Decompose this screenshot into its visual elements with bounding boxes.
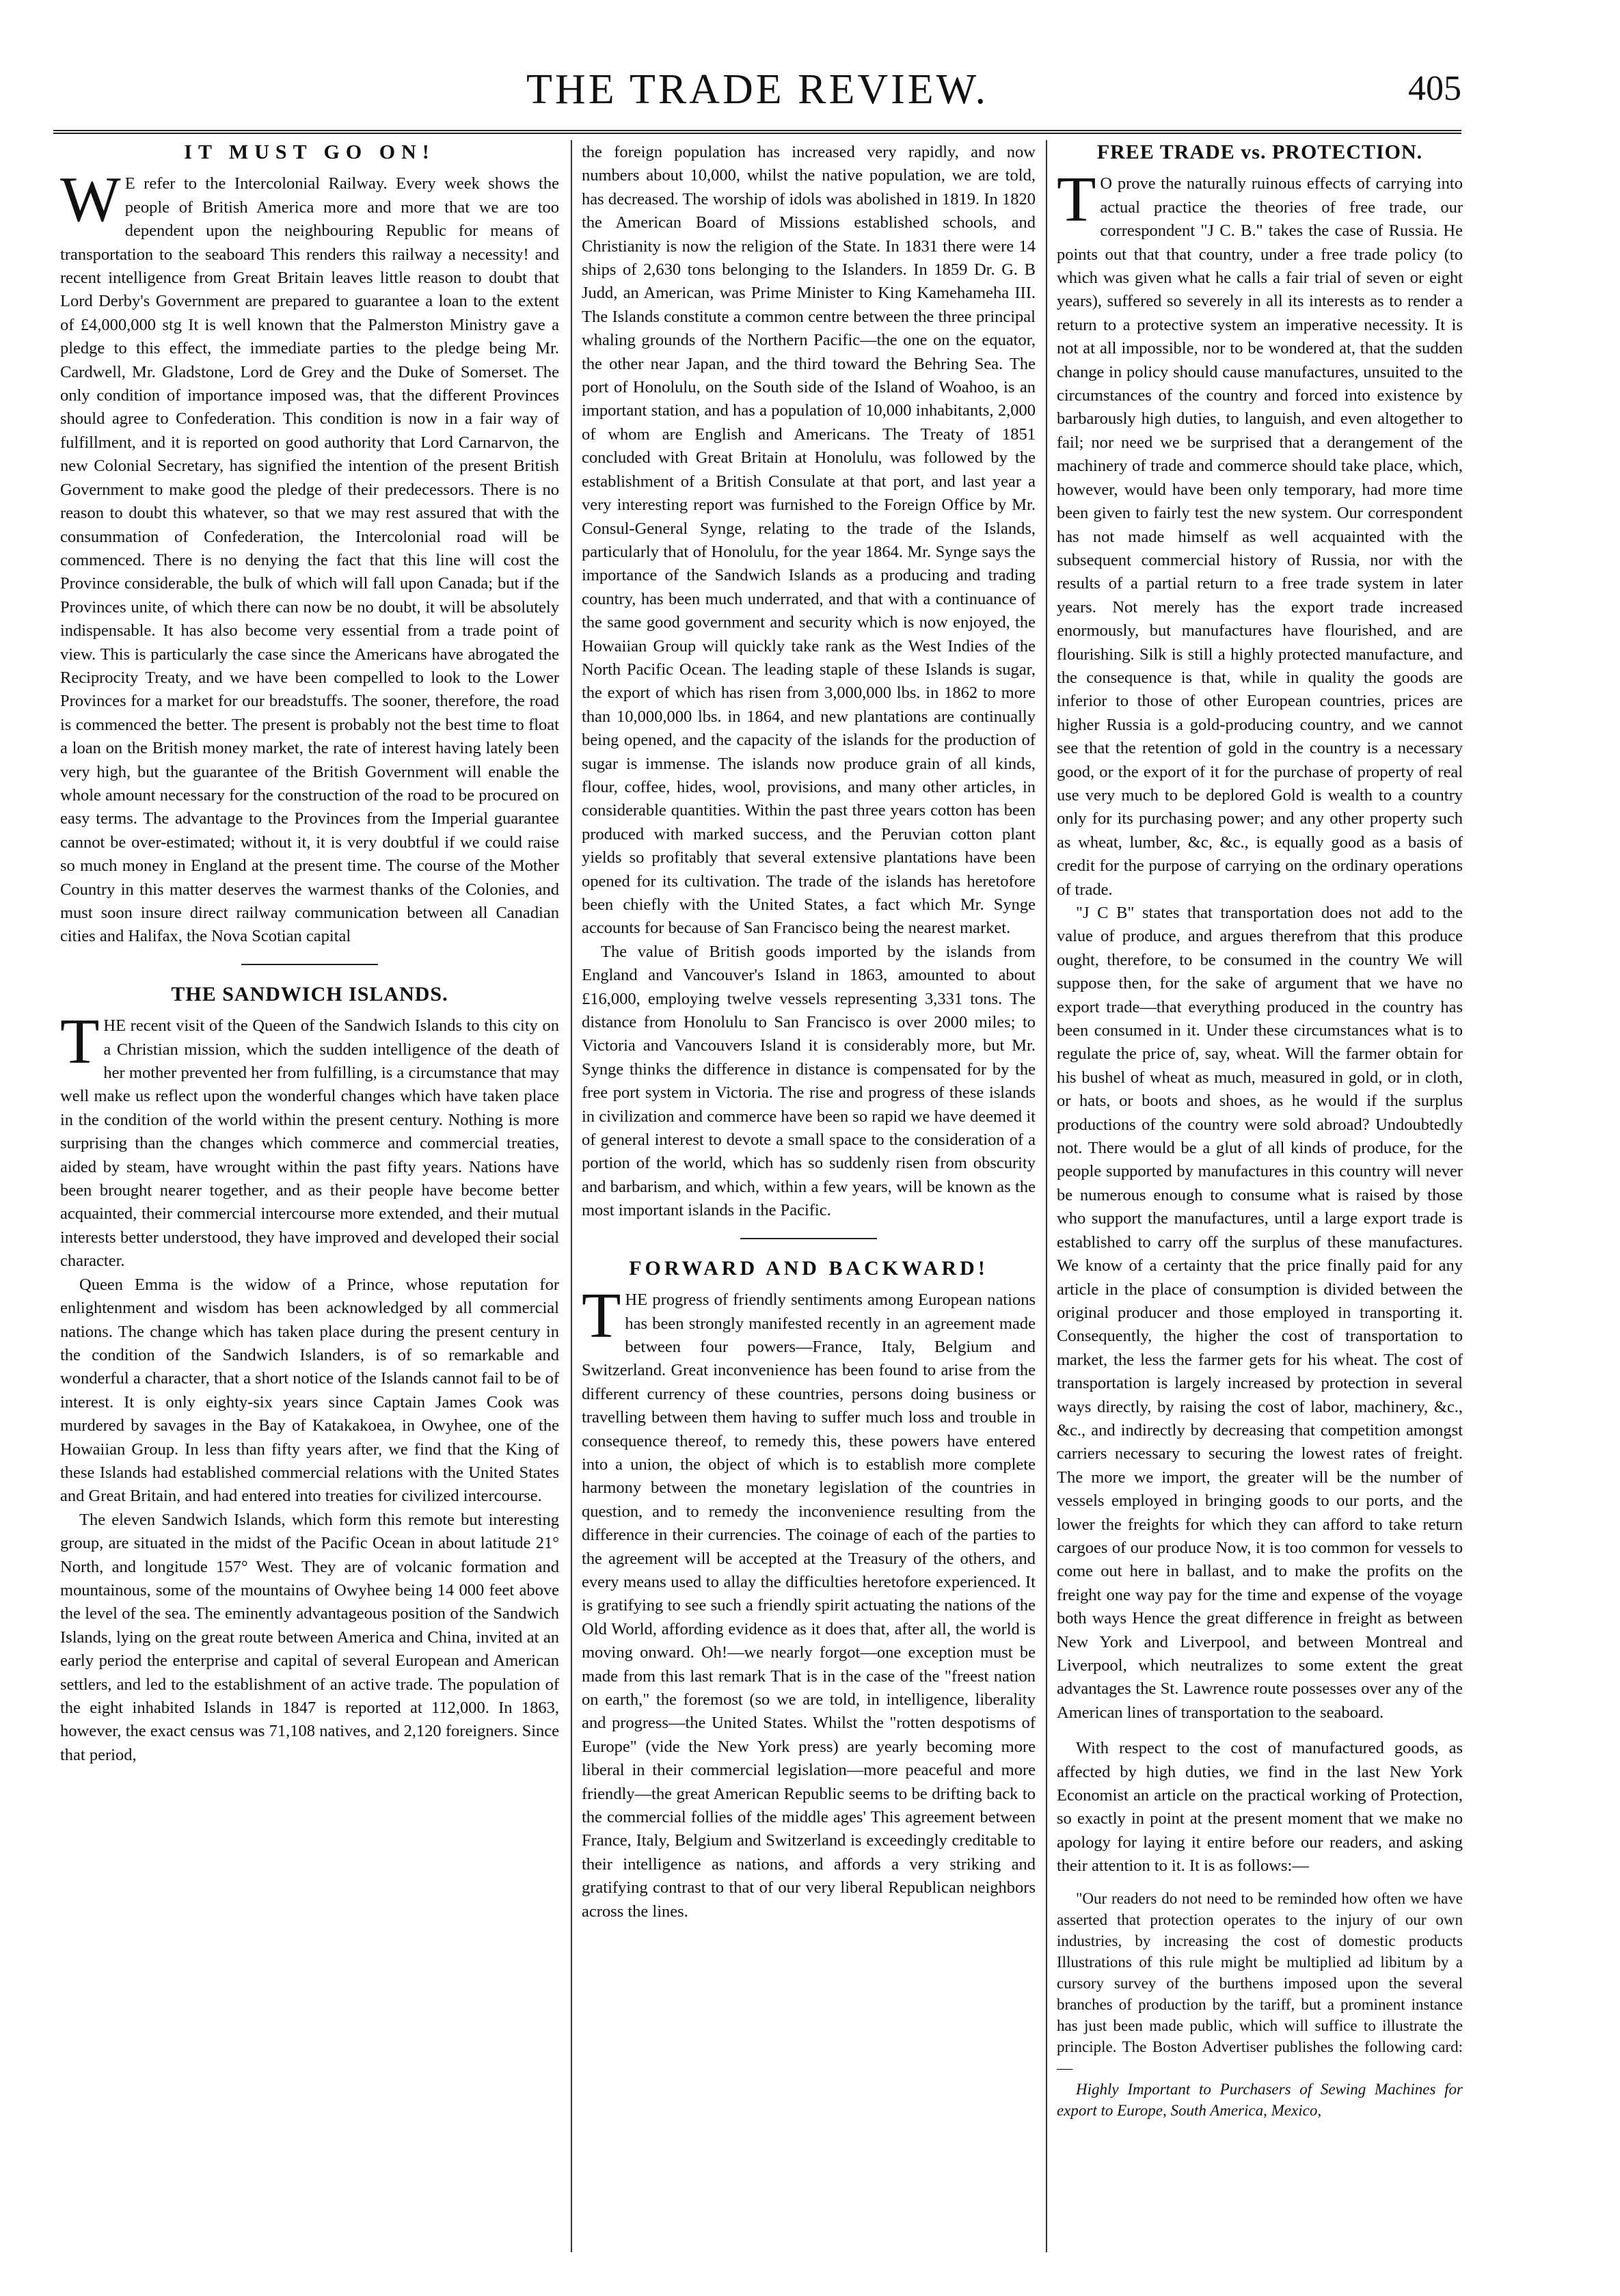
column-3 (1057, 141, 1463, 2121)
article-divider (740, 1238, 877, 1239)
drop-cap: T (582, 1280, 621, 1352)
article-paragraph: The eleven Sandwich Islands, which form this remote but interesting group, are situated in the midst of the Pacific Ocean in about latitude 21° North, and longitude 157° West. They are of volcanic formation and mountainous, some of the mountains of Owyhee being 14 000 feet above the level of the sea. The eminently advantageous position of the Sandwich Islands, lying on the great route between America and China, invited at an early period the enterprise and capital of several European and American settlers, and led to the establishment of an active trade. The population of the eight inhabited Islands in 1847 is reported at 112,000. In 1863, however, the exact census was 71,108 natives, and 2,120 foreigners. Since that period, (60, 1510, 559, 1764)
drop-cap: T (1057, 164, 1096, 236)
page-number: 405 (1408, 69, 1461, 108)
article-paragraph: THE recent visit of the Queen of the Sandwich Islands to this city on a Christian mission, which the sudden intelligence of the death of her mother prevented her from fulfilling, is a circumstance that may well make us reflect upon the wonderful changes which have taken place in the condition of the world within the present century. Nothing is more surprising than the changes which commerce and commercial treaties, aided by steam, have wrought within the past fifty years. Nations have been brought nearer together, and as their people have become better acquainted, their commercial intercourse more extended, and their mutual interests better understood, they have improved and developed their social character. (60, 1006, 559, 1271)
article-paragraph: THE progress of friendly sentiments among European nations has been strongly manifested recently in an agreement made between four powers—France, Italy, Belgium and Switzerland. Great inconvenience has been found to arise from the different currency of these countries, persons doing business or travelling between them having to suffer much loss and trouble in consequence thereof, to remedy this, these powers have entered into a union, the object of which is to establish more complete harmony between the monetary legislation of the countries in question, and to remedy the inconvenience resulting from the difference in their currencies. The coinage of each of the parties to the agreement will be accepted at the Treasury of the others, and every means used to allay the difficulties heretofore experienced. It is gratifying to see such a friendly spirit actuating the nations of the Old World, affording evidence as it does that, after all, the world is moving onward. Oh!—we nearly forgot—one exception must be made from this last remark That is in the case of the "freest nation on earth," the foremost (so we are told, in intelligence, liberality and progress—the United States. Whilst the "rotten despotisms of Europe" (vide the New York press) are yearly becoming more liberal in their commercial legislation—more peaceful and more friendly—the great American Republic seems to be drifting back to the commercial follies of the middle ages' This agreement between France, Italy, Belgium and Switzerland is exceedingly creditable to their intelligence as nations, and affords a very striking and gratifying contrast to that of our very liberal Republican neighbors across the lines. (582, 1280, 1036, 1921)
article-paragraph: Queen Emma is the widow of a Prince, whose reputation for enlightenment and wisdom has been acknowledged by all commercial nations. The change which has taken place during the present century in the condition of the Sandwich Islanders, is of so remarkable and wonderful a character, that a short notice of the Islands cannot fail to be of interest. It is only eighty-six years since Captain James Cook was murdered by savages in the Bay of Katakakoea, in Owyhee, one of the Howaiian Group. In less than fifty years after, we find that the King of these Islands had established commercial relations with the United States and Great Britain, and had entered into treaties for civilized intercourse. (60, 1275, 559, 1506)
article-title-it-must-go-on: IT MUST GO ON! (184, 141, 435, 163)
article-paragraph: W E refer to the Intercolonial Railway. Every week shows the people of British America more and more that we are too dependent upon the neighbouring Republic for means of transportation to the seaboard This renders this railway a necessity! and recent intelligence from Great Britain leaves little reason to doubt that Lord Derby's Government are prepared to guarantee a loan to the extent of £4,000,000 stg It is well known that the Palmerston Ministry gave a pledge to this effect, the immediate parties to the pledge being Mr. Cardwell, Mr. Gladstone, Lord de Grey and the Duke of Somerset. The only condition of importance imposed was, that the different Provinces should agree to Confederation. This condition is now in a fair way of fulfillment, and it is reported on good authority that Lord Carnarvon, the new Colonial Secretary, has signified the intention of the present British Government to make good the pledge of their predecessors. There is no reason to doubt this whatever, so that we may rest assured that with the consummation of Confederation, the Intercolonial road will be commenced. There is no denying the fact that this line will cost the Province considerable, the bulk of which will fall upon Canada; but if the Provinces unite, of which there can now be no doubt, it will be absolutely indispensable. It has also become very essential from a trade point of view. This is particularly the case since the Americans have abrogated the Reciprocity Treaty, and we have been compelled to look to the Lower Provinces for a market for our breadstuffs. The sooner, therefore, the road is commenced the better. The present is probably not the best time to float a loan on the British money market, the rate of interest having lately been very high, but the guarantee of the British Government will enable the whole amount necessary for the construction of the road to be procured on easy terms. The advantage to the Provinces from the Imperial guarantee cannot be over-estimated; without it, it is very doubtful if we could raise so much money in England at the present time. The course of the Mother Country in this matter deserves the warmest thanks of the Colonies, and must soon insure direct railway communication between all Canadian cities and Halifax, the Nova Scotian capital (60, 164, 559, 946)
quote-paragraph: Highly Important to Purchasers of Sewing Machines for export to Europe, South America, Mexico, (1057, 2080, 1463, 2119)
quoted-extract (1057, 1888, 1463, 2121)
column-2 (582, 141, 1036, 1923)
column-1 (60, 141, 559, 1767)
article-title-free-trade-vs-protection: FREE TRADE vs. PROTECTION. (1096, 141, 1423, 163)
drop-cap: T (60, 1006, 100, 1078)
article-title-forward-and-backward: FORWARD AND BACKWARD! (629, 1256, 988, 1280)
article-paragraph: With respect to the cost of manufactured goods, as affected by high duties, we find in the last New York Economist an article on the practical working of Protection, so exactly in point at the present moment that we make no apology for laying it entire before our readers, and asking their attention to it. It is as follows:— (1057, 1739, 1463, 1876)
header-rule (53, 130, 1461, 134)
article-paragraph: the foreign population has increased very rapidly, and now numbers about 10,000, whilst the native population, we are told, has decreased. The worship of idols was abolished in 1819. In 1820 the American Board of Missions established schools, and Christianity is now the religion of the State. In 1831 there were 14 ships of 2,630 tons belonging to the Islanders. In 1859 Dr. G. B Judd, an American, was Prime Minister to King Kamehameha III. The Islands constitute a common centre between the three principal whaling grounds of the Northern Pacific—the one on the equator, the other near Japan, and the third toward the Behring Sea. The port of Honolulu, on the South side of the Island of Woahoo, is an important station, and has a population of 10,000 inhabitants, 2,000 of whom are English and Americans. The Treaty of 1851 concluded with Great Britain at Honolulu, was followed by the establishment of a British Consulate at that port, and last year a very interesting report was furnished to the Foreign Office by Mr. Consul-General Synge, relating to the trade of the Islands, particularly that of Honolulu, for the year 1864. Mr. Synge says the importance of the Sandwich Islands as a producing and trading country, has been much underrated, and that with a continuance of the same good government and security which is now enjoyed, the Howaiian Group will quickly take rank as the West Indies of the North Pacific Ocean. The leading staple of these Islands is sugar, the export of which has risen from 3,000,000 lbs. in 1862 to more than 10,000,000 lbs. in 1864, and new plantations are continually being opened, and the capacity of the islands for the production of sugar is immense. The islands now produce grain of all kinds, flour, coffee, hides, wool, provisions, and many other articles, in considerable quantities. Within the past three years cotton has been produced with marked success, and the Peruvian cotton plant yields so profitably that several extensive plantations have been opened for its cultivation. The trade of the islands has heretofore been chiefly with the United States, a fact which Mr. Synge accounts for because of San Francisco being the nearest market. (582, 143, 1036, 938)
running-head (53, 66, 1461, 127)
article-divider (241, 964, 378, 965)
column-rule-left (571, 140, 572, 2252)
article-paragraph: T O prove the naturally ruinous effects of carrying into actual practice the theories of free trade, our correspondent "J C. B." takes the case of Russia. He points out that that country, under a free trade policy (to which was given what he calls a fair trial of seven or eight years), suffered so severely in all its interests as to render a return to a protective system an imperative necessity. It is not at all impossible, nor to be wondered at, that the sudden change in policy should cause manufactures, unsuited to the circumstances of the country and forced into existence by barbarously high duties, to languish, and even altogether to fail; nor need we be surprised that a derangement of the machinery of trade and commerce should take place, which, however, would have been only temporary, had more time been given to fairly test the new system. Our correspondent has not made himself as well acquainted with the subsequent commercial history of Russia, nor with the results of a partial return to a free trade system in later years. Not merely has the export trade increased enormously, but manufactures have flourished, and are flourishing. Silk is still a highly protected manufacture, and the consequence is that, while in quality the goods are inferior to those of other European countries, prices are higher Russia is a gold-producing country, and we cannot see that the retention of gold in the country is a necessary good, or the export of it for the purchase of property of real use very much to be deplored Gold is wealth to a country only for its purchasing power; and any other property such as wheat, lumber, &c, &c., is equally good as a basis of credit for the purpose of carrying on the ordinary operations of trade. (1057, 164, 1463, 899)
article-title-sandwich-islands: THE SANDWICH ISLANDS. (171, 982, 448, 1005)
drop-cap: W (60, 164, 121, 236)
column-rule-right (1046, 140, 1047, 2252)
paper-title: THE TRADE REVIEW. (526, 66, 988, 113)
quote-paragraph: "Our readers do not need to be reminded how often we have asserted that protection operates to the injury of our own industries, by increasing the cost of domestic products Illustrations of this rule might be multiplied ad libitum by a cursory survey of the burthens imposed upon the several branches of production by the tariff, but a prominent instance has just been made public, which will suffice to illustrate the principle. The Boston Advertiser publishes the following card:— (1057, 1889, 1463, 2077)
article-paragraph: The value of British goods imported by the islands from England and Vancouver's Island in 1863, amounted to about £16,000, employing twelve vessels representing 3,331 tons. The distance from Honolulu to San Francisco is over 2000 miles; to Victoria and Vancouvers Island it is considerably more, but Mr. Synge thinks the difference in distance is compensated for by the free port system in Victoria. The rise and progress of these islands in civilization and commerce have been so rapid we have deemed it of general interest to devote a small space to the consideration of a portion of the world, which has so suddenly risen from obscurity and barbarism, and which, within a few years, will be known as the most important islands in the Pacific. (582, 942, 1036, 1220)
article-paragraph: "J C B" states that transportation does not add to the value of produce, and argues therefrom that this produce ought, therefore, to be consumed in the country We will suppose then, for the sake of argument that we have no export trade—that everything produced in the country has been consumed in it. Under these circumstances what is to regulate the price of, say, wheat. Will the farmer obtain for his bushel of wheat as much, measured in gold, or in cloth, or hats, or boots and shoes, as he would if the surplus productions of the country were sold abroad? Undoubtedly not. There would be a glut of all kinds of produce, for the people supported by manufactures in this country will never be numerous enough to consume what is raised by those who support the manufactures, until a large export trade is established to carry off the surplus of these manufactures. We know of a certainty that the price finally paid for any article in the place of consumption is divided between the original producer and those employed in transporting it. Consequently, the higher the cost of transportation to market, the less the farmer gets for his wheat. The cost of transportation is largely increased by protection in several ways directly, by raising the cost of labor, machinery, &c., &c., and indirectly by decreasing that competition amongst carriers necessary to securing the lowest rates of freight. The more we import, the greater will be the number of vessels employed in bringing goods to our ports, and the lower the freights for which they can afford to take return cargoes of our produce Now, it is too common for vessels to come out here in ballast, and to make the profits on the freight one way pay for the time and expense of the voyage both ways Hence the great difference in freight as between New York and Liverpool, and between Montreal and Liverpool, which neutralizes to some extent the great advantages the St. Lawrence route possesses over any of the American lines of transportation to the seaboard. (1057, 904, 1463, 1722)
